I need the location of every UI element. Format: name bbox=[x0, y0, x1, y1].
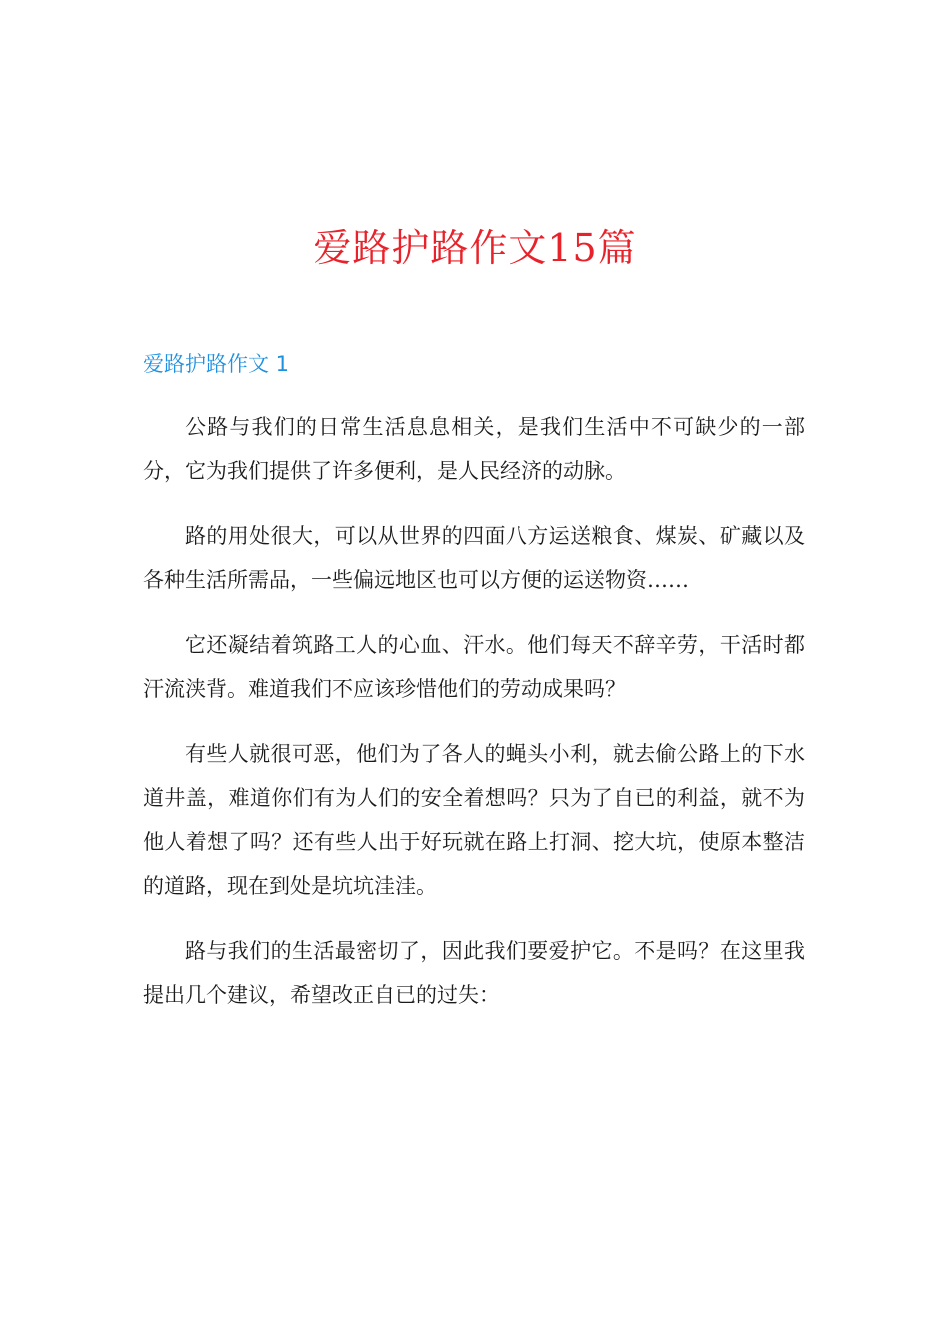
paragraph-1: 公路与我们的日常生活息息相关，是我们生活中不可缺少的一部分，它为我们提供了许多便利，是人民经济的动脉。 bbox=[143, 415, 805, 483]
paragraph-4: 有些人就很可恶，他们为了各人的蝇头小利，就去偷公路上的下水道井盖，难道你们有为人们的安全着想吗？只为了自已的利益，就不为他人着想了吗？还有些人出于好玩就在路上打洞、挖大坑，使原本整洁的道路，现在到处是坑坑洼洼。 bbox=[143, 742, 805, 898]
section-heading: 爱路护路作文 1 bbox=[143, 352, 290, 376]
paragraph-3: 它还凝结着筑路工人的心血、汗水。他们每天不辞辛劳，干活时都汗流浃背。难道我们不应该珍惜他们的劳动成果吗？ bbox=[143, 633, 805, 701]
section-body bbox=[143, 405, 805, 1038]
paragraph-2: 路的用处很大，可以从世界的四面八方运送粮食、煤炭、矿藏以及各种生活所需品，一些偏远地区也可以方便的运送物资…… bbox=[143, 524, 805, 592]
paragraph-5: 路与我们的生活最密切了，因此我们要爱护它。不是吗？在这里我提出几个建议，希望改正自已的过失： bbox=[143, 939, 805, 1007]
document-title: 爱路护路作文15篇 bbox=[313, 226, 637, 270]
